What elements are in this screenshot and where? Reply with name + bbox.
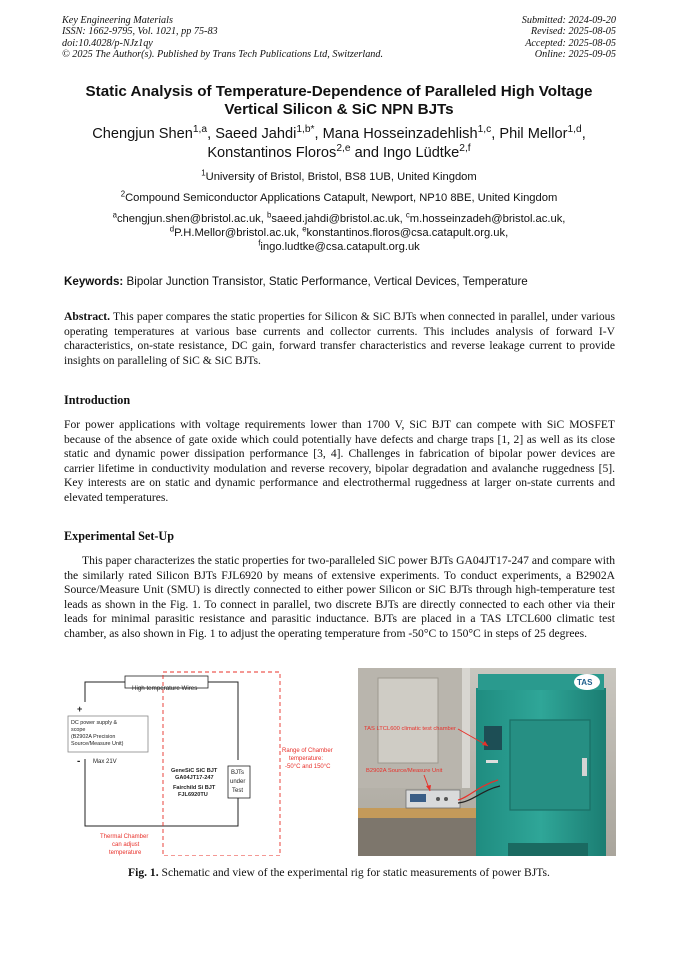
- bjts-label: BJTs: [231, 770, 245, 776]
- author-name: Chengjun Shen: [92, 126, 193, 142]
- author-affiliation-mark: 2,f: [459, 143, 471, 155]
- photo-brand-text: TAS: [577, 678, 593, 687]
- email-list: [40, 212, 638, 254]
- journal-copyright: © 2025 The Author(s). Published by Trans Tech Publications Ltd, Switzerland.: [62, 49, 384, 61]
- abstract: [64, 310, 615, 368]
- author-affiliation-mark: 2,e: [336, 143, 351, 155]
- range-label: Range of Chamber: [282, 748, 333, 754]
- email-address[interactable]: m.hosseinzadeh@bristol.ac.uk,: [409, 213, 566, 225]
- range-label: -50°C and 150°C: [285, 764, 331, 770]
- title-line-1: Static Analysis of Temperature-Dependence of Paralleled High Voltage: [85, 83, 593, 100]
- introduction-heading: Introduction: [64, 393, 131, 407]
- range-label: temperature:: [289, 756, 324, 762]
- photo-label-chamber: TAS LTCL600 climatic test chamber: [364, 726, 456, 732]
- email-mark: e: [302, 224, 307, 234]
- journal-info: [62, 15, 383, 61]
- dut-si-part: FJL6920TU: [178, 792, 208, 798]
- schematic-diagram: [63, 668, 353, 856]
- title-line-2: Vertical Silicon & SiC NPN BJTs: [224, 100, 454, 118]
- author-name: Phil Mellor: [499, 126, 568, 142]
- caption-label: Fig. 1.: [128, 866, 159, 879]
- abstract-label: Abstract.: [64, 310, 111, 323]
- wires-label: High temperature Wires: [132, 685, 198, 692]
- email-mark: d: [169, 224, 175, 234]
- bjts-label: under: [230, 779, 246, 785]
- abstract-text: This paper compares the static properties for Silicon & SiC BJTs when connected in parallel, under various operating temperatures at various base currents and collector currents. This includes analysis of forward I-V characteristics, on-state resistance, DC gain, forward transfer characteristics and reverse leakage current to provide insights on paralleling of SiC & SiC BJTs.: [64, 310, 615, 367]
- journal-doi: doi:10.4028/p-NJz1qy: [62, 37, 153, 49]
- author-separator: ,: [491, 126, 500, 142]
- wire-top-left: [85, 682, 125, 702]
- wire-top-right: [208, 682, 238, 760]
- test-rig-photo: [358, 668, 616, 856]
- photo-bench-base: [358, 818, 478, 856]
- figure-1: [63, 668, 616, 856]
- email-address[interactable]: chengjun.shen@bristol.ac.uk,: [116, 213, 267, 225]
- author-separator: ,: [314, 126, 323, 142]
- dut-si-label: Fairchild Si BJT: [173, 785, 216, 791]
- supply-label: (B2902A Precision: [71, 734, 116, 740]
- keywords-label: Keywords:: [64, 275, 124, 288]
- bjts-label: Test: [232, 788, 244, 794]
- author-name: Mana Hosseinzadehlish: [322, 126, 478, 142]
- journal-name: Key Engineering Materials: [62, 15, 173, 26]
- setup-text: This paper characterizes the static properties for two-paralleled SiC power BJTs GA04JT17-247 and compare with the similarly rated Silicon BJTs FJL6920 by means of extensive experiments. To conduct experiments, a B2902A Source/Measure Unit (SMU) is directly connected to either power Silicon or SiC BJTs through high-temperature test leads as shown in the Fig. 1. To connect in parallel, two discrete BJTs are directly connected to each other via their leads for minimal parasitic resistance and parasitic inductance. BJTs are placed in a TAS LTCL600 climatic test chamber, as also shown in Fig. 1 to adjust the operating temperature from -50°C to 150°C in steps of 25 degrees.: [64, 554, 615, 640]
- photo-chamber-panel: [484, 726, 502, 750]
- supply-label: DC power supply &: [71, 720, 118, 726]
- introduction-text: For power applications with voltage requirements lower than 1700 V, SiC BJT can compete with SiC MOSFET because of the absence of gate oxide which could potentially have defects and charge traps [1, 2] as well as its close static and dynamic power dissipation performance [3, 4]. Challenges in fabrication of bipolar power devices are carrier lifetime in conductivity modulation and reverse recovery, bipolar degradation and avalanche ruggedness [5]. Key interests are on static and dynamic performance and electrothermal ruggedness at larger on-state currents and elevated temperatures.: [64, 418, 615, 504]
- affiliation-1: [40, 170, 638, 184]
- author-separator: ,: [207, 126, 216, 142]
- author-affiliation-mark: 1,c: [477, 124, 492, 136]
- email-address[interactable]: P.H.Mellor@bristol.ac.uk,: [174, 227, 303, 239]
- date-online: Online: 2025-09-05: [534, 49, 616, 61]
- author-name: Ingo Lüdtke: [383, 145, 460, 161]
- photo-bench-top: [358, 808, 478, 818]
- email-mark: f: [258, 238, 261, 248]
- email-address[interactable]: saeed.jahdi@bristol.ac.uk,: [271, 213, 406, 225]
- photo-chamber-door: [510, 720, 590, 810]
- dut-sic-label: GeneSiC SiC BJT: [171, 768, 218, 774]
- keywords-text: Bipolar Junction Transistor, Static Performance, Vertical Devices, Temperature: [126, 275, 528, 288]
- paper-title: [40, 83, 638, 118]
- photo-pipe: [462, 668, 470, 788]
- author-affiliation-mark: 1,a: [192, 124, 208, 136]
- photo-smu-screen: [410, 794, 426, 802]
- author-affiliation-mark: 1,d: [567, 124, 582, 136]
- photo-door: [378, 678, 438, 763]
- email-address[interactable]: konstantinos.floros@csa.catapult.org.uk,: [306, 227, 509, 239]
- email-mark: c: [405, 210, 410, 220]
- dut-sic-part: GA04JT17-247: [175, 775, 214, 781]
- author-separator: ,: [581, 126, 586, 142]
- plus-terminal: +: [77, 704, 83, 714]
- chamber-label: Thermal Chamber: [100, 834, 149, 840]
- email-address[interactable]: ingo.ludtke@csa.catapult.org.uk: [260, 241, 420, 253]
- journal-issn: ISSN: 1662-9795, Vol. 1021, pp 75-83: [62, 26, 218, 38]
- author-name: Konstantinos Floros: [207, 145, 337, 161]
- author-separator: and: [350, 145, 383, 161]
- chamber-label: can adjust: [112, 842, 140, 848]
- publication-dates: [522, 15, 616, 61]
- author-list: [40, 125, 638, 163]
- affiliation-text: University of Bristol, Bristol, BS8 1UB, United Kingdom: [205, 171, 477, 183]
- supply-label: Source/Measure Unit): [71, 741, 124, 747]
- affiliation-text: Compound Semiconductor Applications Catapult, Newport, NP10 8BE, United Kingdom: [125, 192, 558, 204]
- minus-terminal: -: [77, 756, 81, 767]
- author-affiliation-mark: 1,b*: [296, 124, 315, 136]
- affiliation-mark: 2: [120, 189, 126, 199]
- date-submitted: Submitted: 2024-09-20: [521, 15, 616, 26]
- affiliation-2: [40, 191, 638, 205]
- thermal-chamber-outline: [163, 672, 280, 856]
- keywords: [64, 275, 624, 288]
- chamber-label: temperature: [109, 850, 142, 856]
- photo-door-handle: [582, 758, 587, 776]
- caption-text: Schematic and view of the experimental rig for static measurements of power BJTs.: [161, 866, 550, 879]
- affiliation-mark: 1: [201, 168, 206, 178]
- date-revised: Revised: 2025-08-05: [530, 26, 616, 38]
- email-mark: a: [112, 210, 117, 220]
- photo-label-smu: B2902A Source/Measure Unit: [366, 768, 443, 774]
- date-accepted: Accepted: 2025-08-05: [525, 37, 616, 49]
- setup-heading: Experimental Set-Up: [64, 529, 175, 543]
- max-voltage-label: Max 21V: [93, 759, 117, 765]
- figure-caption: [40, 866, 638, 879]
- email-mark: b: [266, 210, 272, 220]
- supply-label: scope: [71, 727, 86, 733]
- author-name: Saeed Jahdi: [215, 126, 297, 142]
